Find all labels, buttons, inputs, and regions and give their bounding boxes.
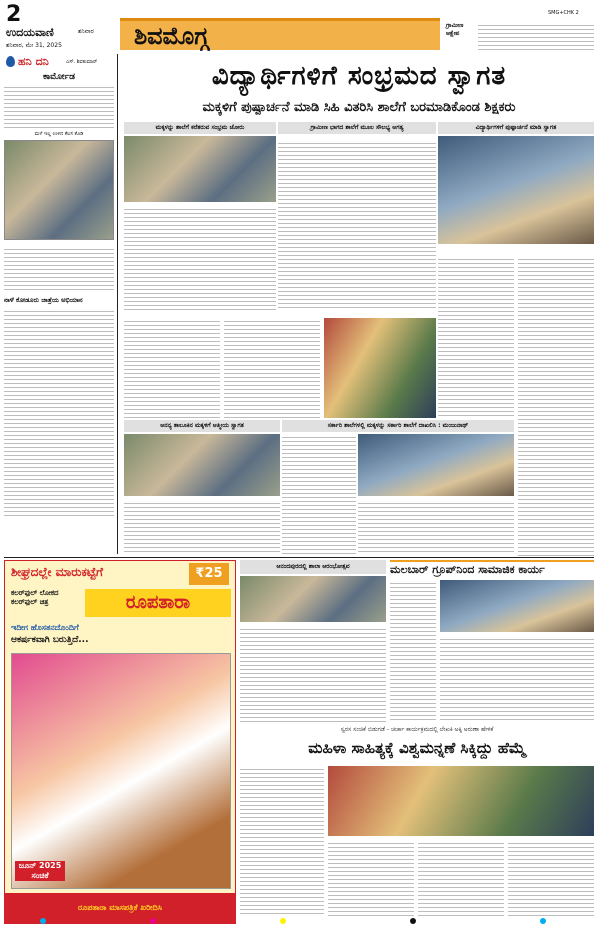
advert-issue: ಜೂನ್ 2025 ಸಂಚಿಕೆ bbox=[15, 861, 65, 881]
sidebar-tag: ಗ್ರಾಮೀಣ ಆಕ್ಷೇಪ bbox=[446, 22, 464, 37]
bottom-kicker: ಸ್ವರಸ ಸಂಚಿಕೆ ಬಿಡುಗಡೆ - ಚರ್ಚಾ ಕಾರ್ಯಕ್ರಮದಲ್ಲಿ ಲೇಖಕಿ ಅಕ್ಕಿ ಅರುಣಾ ಹೇಳಿಕೆ bbox=[340, 726, 494, 733]
left-column bbox=[4, 54, 114, 554]
anandapura-photo bbox=[240, 576, 386, 622]
left-story-text bbox=[4, 308, 114, 518]
registration-marks bbox=[40, 918, 560, 924]
malabar-headline: ಮಲಬಾರ್ ಗ್ರೂಪ್‌ನಿಂದ ಸಾಮಾಜಿಕ ಕಾರ್ಯ bbox=[390, 560, 594, 576]
main-photo2 bbox=[324, 318, 436, 418]
top-right-code: SMG+CHK 2 bbox=[548, 10, 579, 16]
left-story-heading: ನಾಳೆ ಕೋಡೂರು ಜಾತ್ರೆಯ ಅಭಿಯಾನ bbox=[4, 296, 83, 304]
main-text-col1 bbox=[124, 318, 220, 418]
advert-promo-line2: ಆಕರ್ಷಕವಾಗಿ ಬರುತ್ತಿದೆ... bbox=[11, 635, 89, 645]
mid-rule bbox=[4, 557, 594, 558]
bottom-text-col2 bbox=[328, 840, 414, 916]
box2-text bbox=[278, 140, 436, 310]
advert-price: ₹25 bbox=[189, 563, 229, 585]
water-drop-icon bbox=[6, 56, 15, 67]
right-strip: ಸರ್ಕಾರಿ ಶಾಲೆಗಳಲ್ಲಿ ಮಕ್ಕಳನ್ನು ಸರ್ಕಾರಿ ಶಾಲೆಗೆ ದಾಖಲಿಸಿ : ಮಂಜುನಾಥ್ bbox=[282, 420, 514, 432]
advert-footer: ರೂಪತಾರಾ ಮಾಸಪತ್ರಿಕೆ ಖರೀದಿಸಿ bbox=[5, 893, 235, 923]
box2-title: ಗ್ರಾಮೀಣ ಭಾಗದ ಶಾಲೆಗೆ ಮೂಲ ಸೌಲಭ್ಯ ಅಗತ್ಯ bbox=[278, 122, 436, 134]
masthead bbox=[0, 0, 600, 52]
box3-title: ವಿದ್ಯಾರ್ಥಿಗಳಿಗೆ ಪುಷ್ಪಾರ್ಚನೆ ಮಾಡಿ ಸ್ವಾಗತ bbox=[438, 122, 594, 134]
bottom-text-col4 bbox=[508, 840, 594, 916]
section-title: ಶಿವಮೊಗ್ಗ bbox=[134, 22, 209, 50]
masthead-brief bbox=[478, 22, 594, 50]
box3-text bbox=[438, 256, 514, 416]
advert-promo-line: ಇದೀಗ ಹೊಸತನದೊಂದಿಗೆ bbox=[11, 623, 79, 632]
anandapura-head: ಆನಂದಪುರದಲ್ಲಿ ಶಾಲಾ ಆರಂಭೋತ್ಸವ bbox=[240, 560, 386, 574]
bottom-photo bbox=[328, 766, 594, 836]
day-label: ಶನಿವಾರ bbox=[78, 28, 94, 35]
right-strip-photo bbox=[358, 434, 514, 496]
box1-text bbox=[124, 206, 276, 310]
left-brief-text bbox=[4, 246, 114, 292]
advert-magazine-name: ರೂಪತಾರಾ bbox=[85, 589, 231, 617]
left-strip-photo bbox=[124, 434, 280, 496]
box3-photo bbox=[438, 136, 594, 244]
box3-text2 bbox=[518, 256, 594, 556]
issue-date: ಶನಿವಾರ, ಮೇ 31, 2025 bbox=[6, 42, 62, 49]
main-headline: ವಿದ್ಯಾರ್ಥಿಗಳಿಗೆ ಸಂಭ್ರಮದ ಸ್ವಾಗತ bbox=[211, 61, 507, 91]
cartoon-figure-icon bbox=[4, 140, 114, 240]
box2 bbox=[278, 122, 436, 136]
advert-cover bbox=[11, 653, 231, 889]
right-strip-text2 bbox=[358, 500, 514, 554]
box1-photo bbox=[124, 136, 276, 202]
cartoon-caption: ಮಳೆ ಇಲ್ಲ ಉಳಿದ ಕೆಲಸ ಕೊಡಿ bbox=[34, 131, 84, 137]
section-title-box bbox=[120, 18, 440, 50]
malabar-text-col1 bbox=[390, 580, 436, 722]
box3 bbox=[438, 122, 594, 252]
box1 bbox=[124, 122, 276, 202]
cartoon-caption-text bbox=[4, 84, 114, 130]
malabar-photo bbox=[440, 580, 594, 632]
main-subheadline: ಮಕ್ಕಳಿಗೆ ಪುಷ್ಪಾರ್ಚನೆ ಮಾಡಿ ಸಿಹಿ ವಿತರಿಸಿ ಶಾಲೆಗೆ ಬರಮಾಡಿಕೊಂಡ ಶಿಕ್ಷಕರು bbox=[202, 100, 516, 115]
paper-name: ಉದಯವಾಣಿ bbox=[6, 26, 54, 39]
malabar-text-col2 bbox=[440, 636, 594, 722]
advert-tagline: ಕಲರ್‌ಫುಲ್ ಲೋಕದ ಕಲರ್‌ಫುಲ್ ಚಿತ್ರ bbox=[11, 589, 59, 606]
left-column-divider bbox=[117, 54, 118, 554]
left-strip: ಅನನ್ಯ ತಾಲೂಕಿನ ಮಕ್ಕಳಿಗೆ ಆತ್ಮೀಯ ಸ್ವಾಗತ bbox=[124, 420, 280, 432]
box1-title: ಮಕ್ಕಳನ್ನು ಶಾಲೆಗೆ ಕರೆತರುವ ಸಂಭ್ರಮ ಜೋರು bbox=[124, 122, 276, 134]
brand-byline: ಎಸ್. ಶಿವಕುಮಾರ್ bbox=[66, 59, 98, 65]
bottom-text-col3 bbox=[418, 840, 504, 916]
brand-name: ಹನಿ ದನಿ bbox=[18, 55, 49, 68]
main-text-col2 bbox=[224, 318, 320, 418]
advert-rupatara bbox=[4, 560, 236, 924]
bottom-text-col1 bbox=[240, 766, 324, 916]
cartoon-title: ಕಾರ್ಮೋಡ bbox=[42, 72, 76, 82]
left-strip-text bbox=[124, 500, 280, 554]
bottom-headline: ಮಹಿಳಾ ಸಾಹಿತ್ಯಕ್ಕೆ ವಿಶ್ವಮನ್ನಣೆ ಸಿಕ್ಕಿದ್ದು ಹೆಮ್ಮೆ bbox=[308, 739, 526, 757]
anandapura-text bbox=[240, 626, 386, 722]
page-number: 2 bbox=[6, 2, 22, 27]
brand-bar bbox=[4, 54, 114, 70]
right-strip-text bbox=[282, 434, 356, 554]
advert-top-line: ಶೀಘ್ರದಲ್ಲೇ ಮಾರುಕಟ್ಟೆಗೆ bbox=[11, 565, 104, 579]
